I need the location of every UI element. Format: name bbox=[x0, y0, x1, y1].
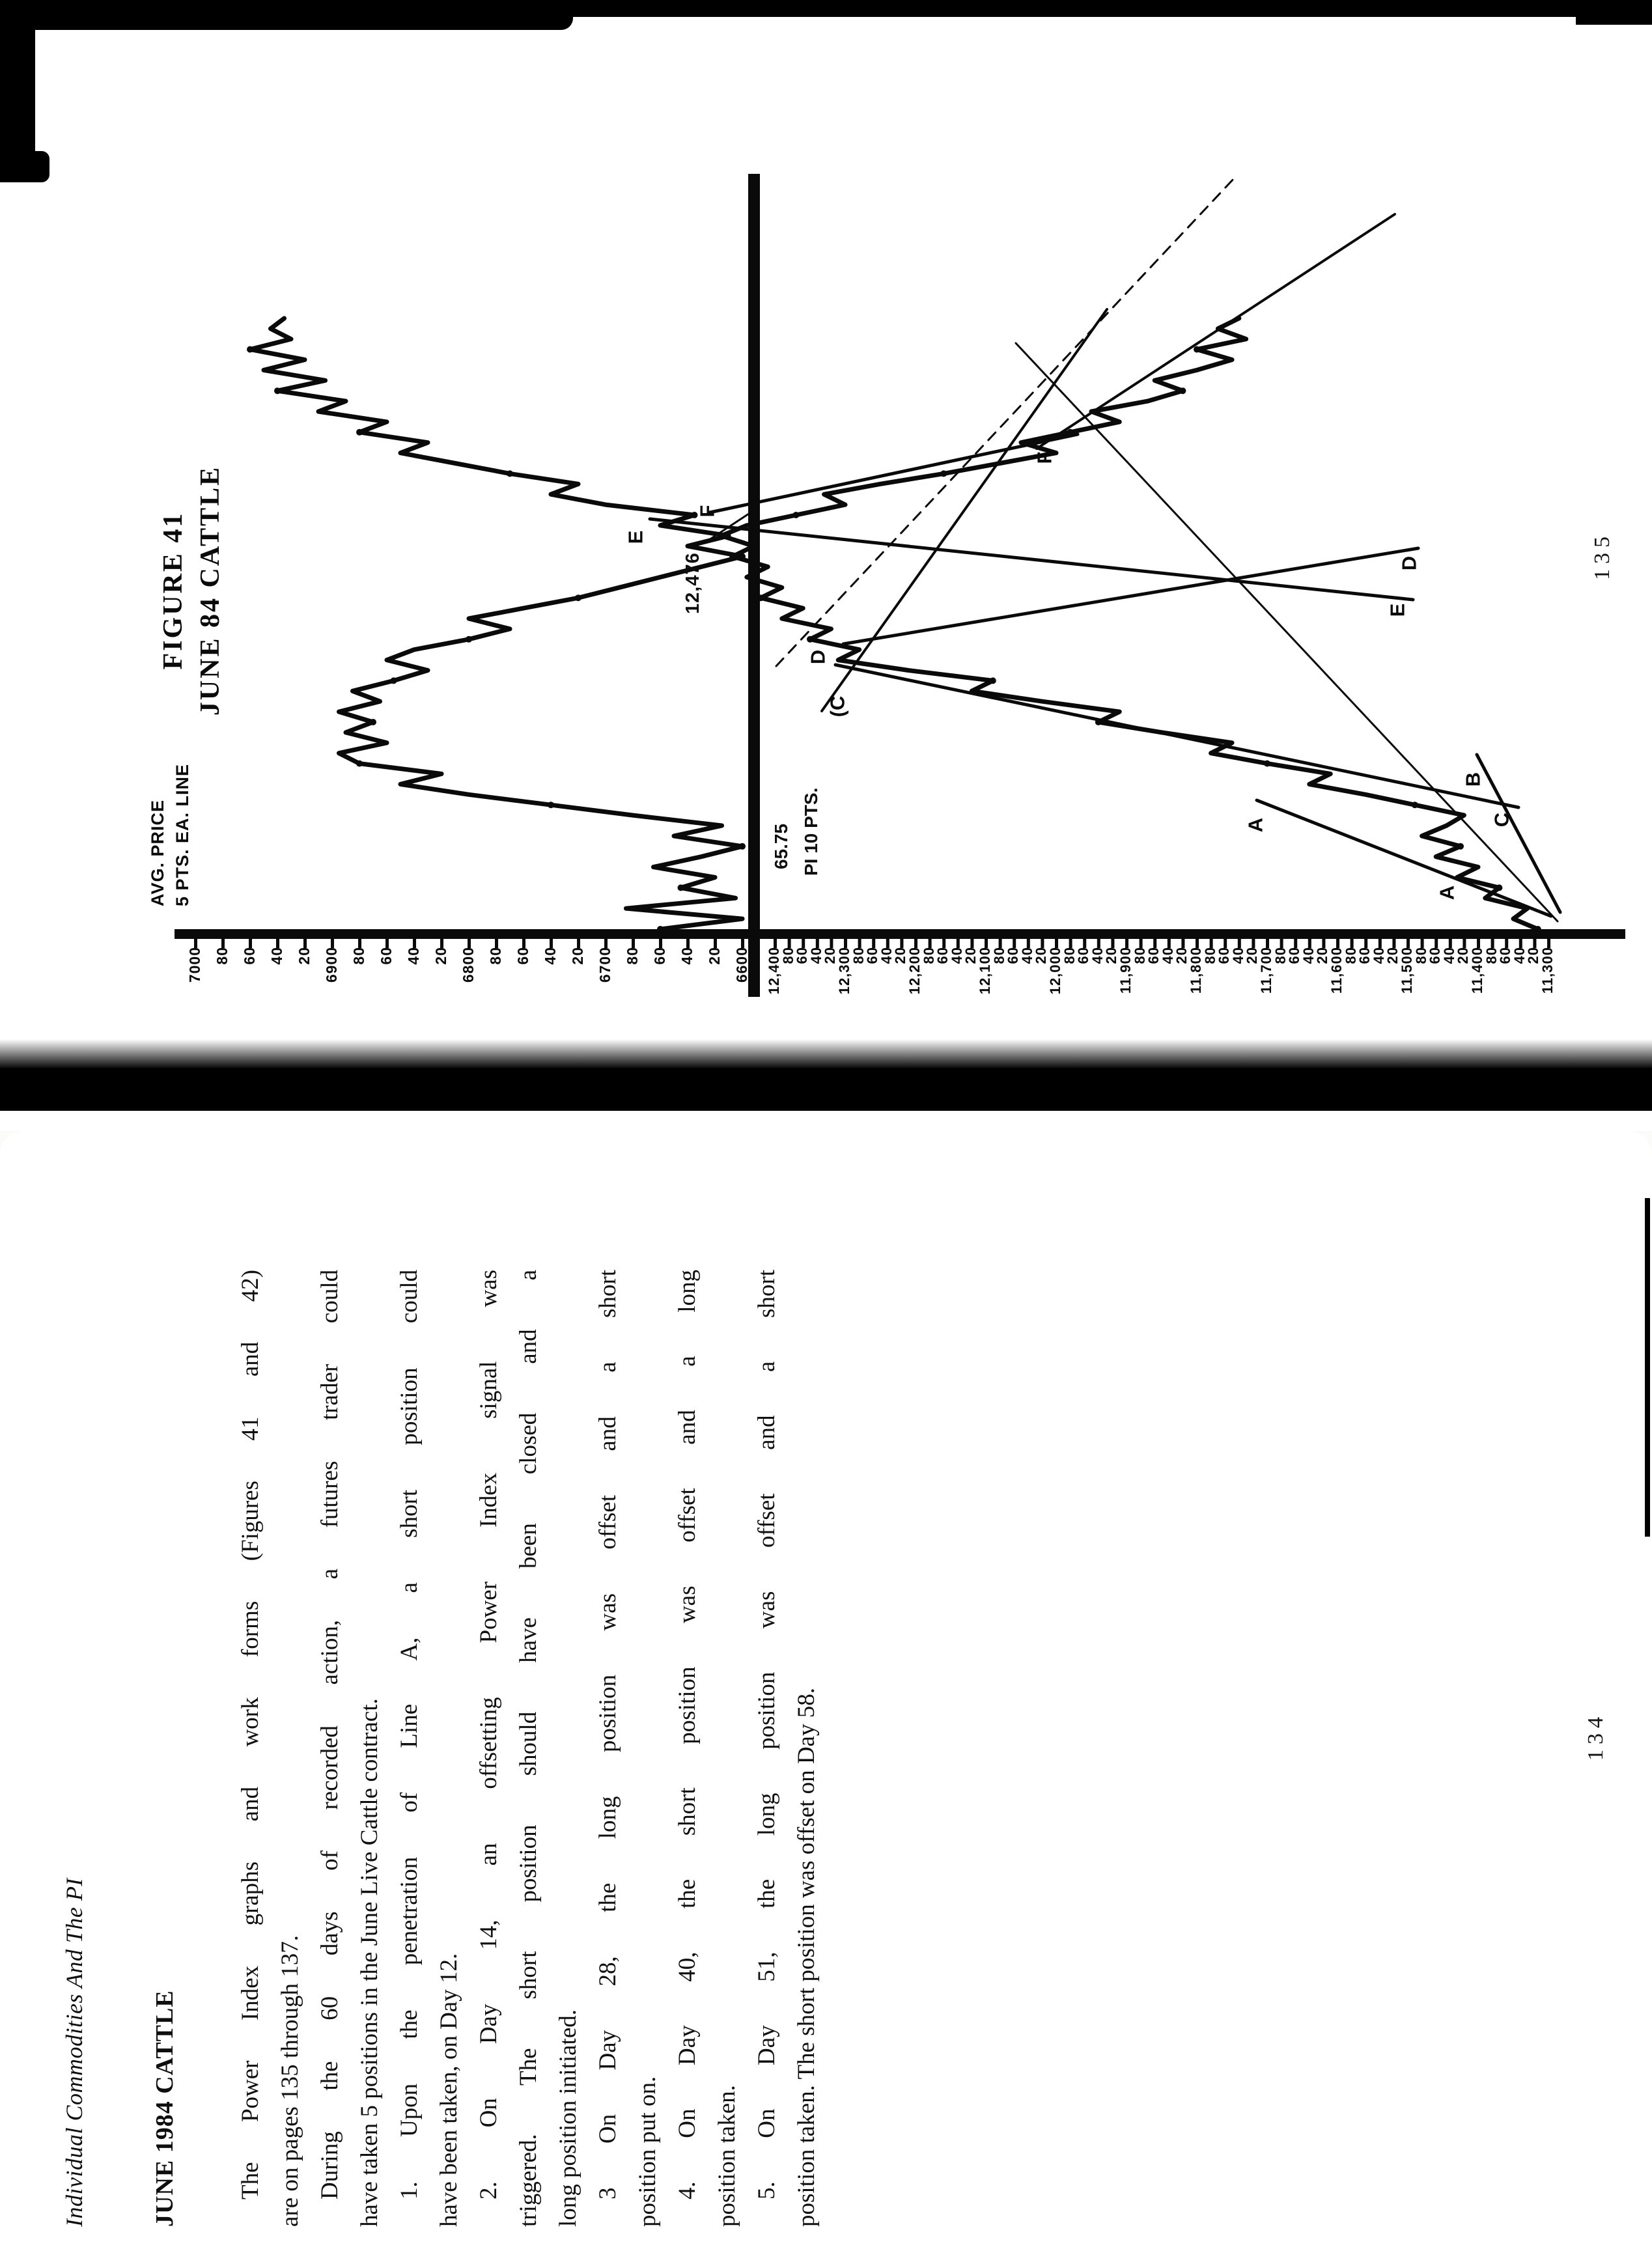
axis-tick-label: 11,300 bbox=[1539, 947, 1556, 994]
axis-tick-label: 80 bbox=[1483, 947, 1500, 964]
axis-tick-label: 20 bbox=[569, 947, 586, 965]
axis-tick-label: 80 bbox=[779, 947, 796, 964]
section-heading: JUNE 1984 CATTLE bbox=[151, 1990, 178, 2227]
trendline-label-F: F bbox=[695, 505, 719, 518]
body-line: position put on. bbox=[634, 2076, 661, 2227]
axis-tick-label: 20 bbox=[962, 947, 979, 964]
axis-tick-label: 40 bbox=[679, 947, 695, 965]
axis-tick-label: 60 bbox=[1497, 947, 1514, 964]
scan-artifact-top-bar-thick bbox=[0, 0, 573, 30]
axis-tick-label: 80 bbox=[850, 947, 867, 964]
trendline-label-C: (C bbox=[826, 695, 849, 718]
body-line: have taken 5 positions in the June Live Cattle contract. bbox=[356, 1698, 383, 2227]
body-line: 1. Upon the penetration of Line A, a short position could bbox=[396, 1270, 423, 2199]
axis-tick-label: 40 bbox=[1018, 947, 1035, 964]
trendline-label-F: F bbox=[1033, 451, 1056, 464]
scan-artifact-gutter-band bbox=[0, 1068, 1652, 1111]
scan-artifact-top-right bbox=[1576, 0, 1652, 25]
axis-tick-label: 11,400 bbox=[1469, 947, 1485, 994]
axis-tick-label: 20 bbox=[1244, 947, 1261, 964]
axis-tick-label: 60 bbox=[1145, 947, 1162, 964]
axis-tick-label: 11,600 bbox=[1328, 947, 1345, 994]
axis-tick-label: 12,300 bbox=[836, 947, 852, 995]
scan-artifact-gutter-fade bbox=[0, 1039, 1652, 1069]
price-axis-header bbox=[146, 764, 195, 906]
axis-tick-label: 60 bbox=[514, 947, 531, 965]
figure-title-line2: JUNE 84 CATTLE bbox=[195, 465, 225, 716]
axis-tick-label: 80 bbox=[1131, 947, 1148, 964]
axis-tick-label: 60 bbox=[1005, 947, 1022, 964]
trendline-label-D: D bbox=[806, 649, 830, 665]
figure-title-line1: FIGURE 41 bbox=[158, 511, 188, 670]
axis-tick-label: 40 bbox=[1229, 947, 1246, 964]
axis-tick-label: 60 bbox=[1356, 947, 1373, 964]
trendline-label-B: B bbox=[1461, 772, 1485, 787]
trendline-label-D: D bbox=[1397, 555, 1421, 571]
axis-tick-label: 80 bbox=[990, 947, 1007, 964]
price-axis-header-line1: AVG. PRICE bbox=[148, 799, 167, 906]
axis-tick-label: 40 bbox=[1089, 947, 1106, 964]
body-line: 2. On Day 14, an offsetting Power Index signal was bbox=[475, 1270, 502, 2199]
axis-tick-label: 80 bbox=[1272, 947, 1289, 964]
scan-artifact-left-edge bbox=[0, 0, 35, 175]
axis-tick-label: 80 bbox=[1412, 947, 1429, 964]
axis-tick-label: 80 bbox=[1342, 947, 1359, 964]
axis-tick-label: 6900 bbox=[323, 947, 340, 983]
axis-tick-label: 40 bbox=[268, 947, 285, 965]
axis-tick-label: 80 bbox=[1201, 947, 1218, 964]
body-line: position taken. The short position was offset on Day 58. bbox=[793, 1688, 820, 2227]
axis-tick-label: 40 bbox=[1159, 947, 1176, 964]
axis-tick-label: 20 bbox=[1525, 947, 1542, 964]
page-number-135: 135 bbox=[1590, 531, 1614, 580]
axis-tick-label: 11,800 bbox=[1188, 947, 1204, 994]
axis-tick-label: 40 bbox=[542, 947, 559, 965]
axis-tick-label: 11,700 bbox=[1258, 947, 1274, 994]
axis-tick-label: 20 bbox=[892, 947, 909, 964]
body-line: have been taken, on Day 12. bbox=[436, 1953, 462, 2227]
axis-tick-label: 12,000 bbox=[1047, 947, 1063, 995]
body-line: During the 60 days of recorded action, a futures trader could bbox=[316, 1270, 343, 2199]
axis-tick-label: 11,900 bbox=[1117, 947, 1134, 994]
axis-tick-label: 20 bbox=[1103, 947, 1120, 964]
scan-artifact-left-nub bbox=[0, 151, 49, 182]
axis-tick-label: 40 bbox=[1511, 947, 1528, 964]
axis-tick-label: 6800 bbox=[460, 947, 477, 983]
axis-tick-label: 40 bbox=[1440, 947, 1457, 964]
axis-tick-label: 60 bbox=[864, 947, 881, 964]
axis-tick-label: 12,100 bbox=[977, 947, 993, 995]
axis-tick-label: 20 bbox=[296, 947, 313, 965]
axis-tick-label: 20 bbox=[1384, 947, 1401, 964]
body-line: 5. On Day 51, the long position was offset and a short bbox=[753, 1270, 780, 2199]
axis-tick-label: 80 bbox=[214, 947, 231, 965]
body-line: long position initiated. bbox=[555, 2009, 581, 2227]
figure-title bbox=[155, 363, 229, 818]
page-number-134: 134 bbox=[1584, 1712, 1608, 1761]
axis-tick-label: 11,500 bbox=[1399, 947, 1415, 994]
axis-tick-label: 20 bbox=[822, 947, 839, 964]
axis-tick-label: 20 bbox=[1314, 947, 1331, 964]
trendline-label-A: A bbox=[1244, 817, 1267, 833]
axis-tick-label: 60 bbox=[794, 947, 811, 964]
body-line: position taken. bbox=[714, 2085, 740, 2227]
axis-tick-label: 40 bbox=[948, 947, 965, 964]
body-line: are on pages 135 through 137. bbox=[277, 1934, 303, 2227]
axis-tick-label: 20 bbox=[432, 947, 449, 965]
body-line: 4. On Day 40, the short position was offset and a long bbox=[674, 1270, 701, 2199]
axis-tick-label: 60 bbox=[651, 947, 668, 965]
axis-tick-label: 7000 bbox=[186, 947, 203, 983]
axis-tick-label: 80 bbox=[487, 947, 504, 965]
axis-tick-label: 60 bbox=[934, 947, 951, 964]
axis-tick-label: 40 bbox=[1300, 947, 1317, 964]
running-head: Individual Commodities And The PI bbox=[61, 1878, 87, 2227]
axis-tick-label: 60 bbox=[1075, 947, 1092, 964]
text-page-134 bbox=[0, 1131, 1652, 2262]
axis-tick-label: 20 bbox=[1033, 947, 1050, 964]
axis-tick-label: 40 bbox=[878, 947, 895, 964]
axis-tick-label: 60 bbox=[378, 947, 395, 965]
axis-tick-label: 60 bbox=[1427, 947, 1444, 964]
axis-tick-label: 40 bbox=[807, 947, 824, 964]
body-line: triggered. The short position should have been closed and a bbox=[515, 1270, 542, 2227]
body-line: 3 On Day 28, the long position was offset and a short bbox=[595, 1270, 621, 2199]
axis-tick-label: 60 bbox=[1216, 947, 1233, 964]
axis-tick-label: 80 bbox=[350, 947, 367, 965]
body-line: The Power Index graphs and work forms (Figures 41 and 42) bbox=[237, 1270, 264, 2199]
axis-tick-label: 80 bbox=[1061, 947, 1078, 964]
axis-tick-label: 20 bbox=[706, 947, 723, 965]
axis-tick-label: 40 bbox=[405, 947, 422, 965]
trendline-label-E: E bbox=[624, 530, 647, 544]
trendline-label-A: A bbox=[1435, 885, 1459, 901]
price-axis-header-line2: 5 PTS. EA. LINE bbox=[172, 763, 192, 906]
pi-scale-note: PI 10 PTS. bbox=[801, 787, 821, 876]
axis-tick-label: 6600 bbox=[733, 947, 750, 983]
axis-tick-label: 20 bbox=[1173, 947, 1190, 964]
axis-tick-label: 60 bbox=[1286, 947, 1303, 964]
axis-tick-label: 80 bbox=[624, 947, 641, 965]
scan-artifact-right-sliver bbox=[1645, 1198, 1650, 1537]
axis-tick-label: 6700 bbox=[596, 947, 613, 983]
axis-tick-label: 40 bbox=[1370, 947, 1387, 964]
trendline-label-E: E bbox=[1386, 603, 1409, 617]
axis-tick-label: 60 bbox=[241, 947, 258, 965]
axis-tick-label: 20 bbox=[1455, 947, 1472, 964]
trendline-label-C: C bbox=[1490, 812, 1513, 828]
body-text bbox=[0, 1131, 1652, 2262]
pi-peak-annotation: 12,476 bbox=[682, 552, 703, 614]
axis-tick-label: 12,400 bbox=[766, 947, 782, 995]
axis-tick-label: 80 bbox=[920, 947, 937, 964]
axis-tick-label: 12,200 bbox=[906, 947, 923, 995]
start-value-label: 65.75 bbox=[771, 823, 791, 869]
